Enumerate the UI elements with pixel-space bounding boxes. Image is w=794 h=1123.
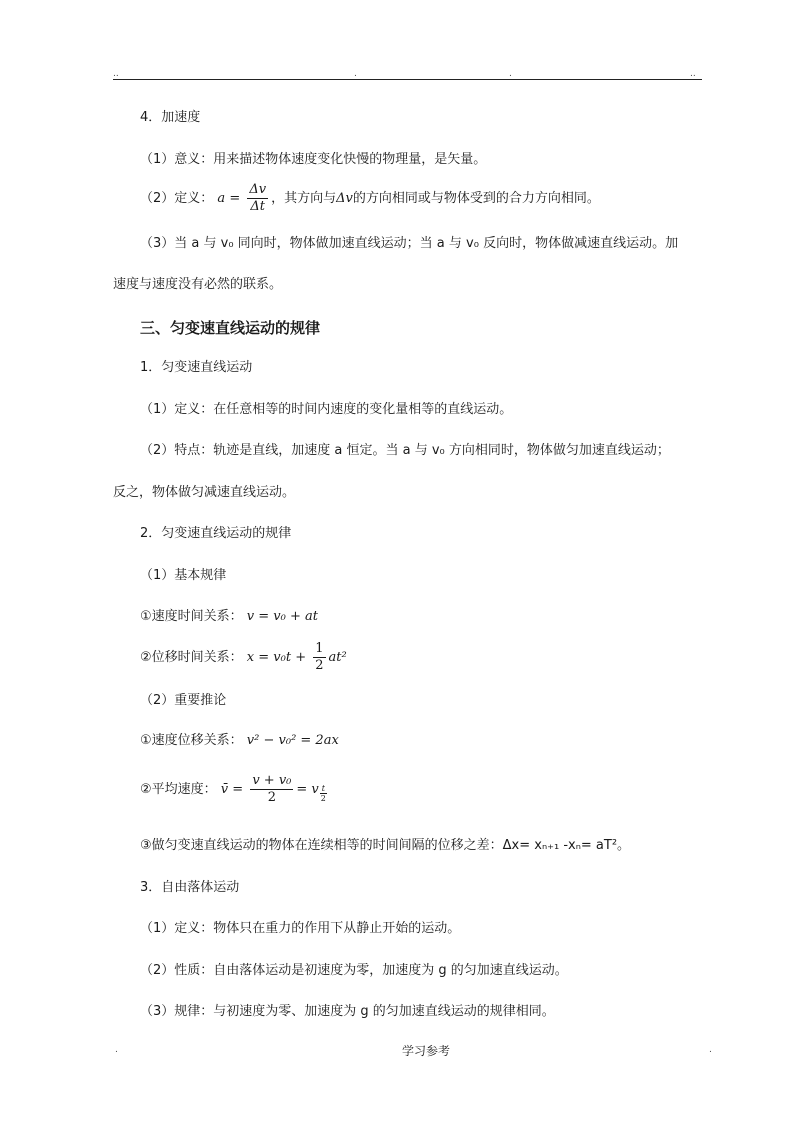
def-dv: Δv	[336, 191, 353, 206]
f4-num: v + v₀	[252, 773, 292, 788]
f2-label: ②位移时间关系：	[140, 650, 243, 665]
f2-fraction	[313, 641, 325, 674]
header-dot-mid2: .	[509, 69, 512, 79]
def-fraction	[247, 182, 268, 215]
f2-expr-a: x = v₀t +	[246, 650, 307, 665]
sec4-p3-line1: （3）当 a 与 v₀ 同向时，物体做加速直线运动；当 a 与 v₀ 反向时，物体做减速直线运动。加	[140, 236, 679, 251]
sec4-title: 4．加速度	[140, 110, 201, 125]
f3-label: ①速度位移关系：	[140, 733, 243, 748]
s3-nature: （2）性质：自由落体运动是初速度为零，加速度为 g 的匀加速直线运动。	[140, 963, 568, 978]
formula-velocity-displacement	[140, 732, 339, 750]
s2-basic: （1）基本规律	[140, 568, 227, 583]
def-suffix1: ，其方向与	[271, 191, 337, 206]
f4-sub-fraction	[320, 784, 327, 803]
def-a: a	[217, 191, 226, 206]
s1-title: 1．匀变速直线运动	[140, 360, 253, 375]
f4-rhs: = v	[296, 782, 319, 797]
def-den: Δt	[250, 199, 266, 214]
s3-law: （3）规律：与初速度为零、加速度为 g 的匀加速直线运动的规律相同。	[140, 1004, 555, 1019]
formula-velocity-time	[140, 608, 318, 626]
formula-displacement-difference: ③做匀变速直线运动的物体在连续相等的时间间隔的位移之差：Δx= xₙ₊₁ -xₙ= aT²。	[140, 838, 631, 853]
s1-feature-line2: 反之，物体做匀减速直线运动。	[113, 485, 296, 500]
def-suffix2: 的方向相同或与物体受到的合力方向相同。	[352, 191, 600, 206]
f2-den: 2	[315, 658, 324, 673]
formula-average-velocity	[140, 773, 328, 806]
footer-dot-left: .	[115, 1045, 118, 1055]
f4-sub-num: t	[321, 784, 325, 793]
section-heading: 三、匀变速直线运动的规律	[140, 319, 321, 337]
f2-expr-b: at²	[328, 650, 347, 665]
formula-displacement-time	[140, 641, 347, 674]
header-dot-mid1: .	[354, 69, 357, 79]
f4-lhs: v̄ =	[220, 782, 244, 797]
sec4-meaning: （1）意义：用来描述物体速度变化快慢的物理量，是矢量。	[140, 152, 487, 167]
f4-sub-den: 2	[320, 794, 326, 803]
def-eq: =	[229, 191, 241, 206]
s2-title: 2．匀变速直线运动的规律	[140, 526, 292, 541]
f1-label: ①速度时间关系：	[140, 609, 243, 624]
sec4-definition	[140, 182, 600, 215]
header-dots-right: ..	[690, 69, 696, 79]
f4-den: 2	[267, 790, 276, 805]
s3-definition: （1）定义：物体只在重力的作用下从静止开始的运动。	[140, 921, 461, 936]
f1-expr: v = v₀ + at	[246, 609, 318, 624]
footer-label: 学习参考	[402, 1044, 451, 1058]
f3-expr: v² − v₀² = 2ax	[246, 733, 339, 748]
header-dots-left: ..	[113, 69, 119, 79]
sec4-p3-line2: 速度与速度没有必然的联系。	[113, 277, 283, 292]
footer-dot-right: .	[709, 1045, 712, 1055]
def-prefix: （2）定义：	[140, 191, 214, 206]
s1-definition: （1）定义：在任意相等的时间内速度的变化量相等的直线运动。	[140, 402, 513, 417]
header-rule	[113, 79, 702, 80]
f2-num: 1	[315, 641, 324, 656]
def-num: Δv	[249, 182, 267, 197]
s1-feature-line1: （2）特点：轨迹是直线，加速度 a 恒定。当 a 与 v₀ 方向相同时，物体做匀加速直线运动；	[140, 443, 670, 458]
f4-fraction	[250, 773, 293, 806]
f4-label: ②平均速度：	[140, 782, 217, 797]
s2-important: （2）重要推论	[140, 693, 227, 708]
s3-title: 3．自由落体运动	[140, 880, 240, 895]
